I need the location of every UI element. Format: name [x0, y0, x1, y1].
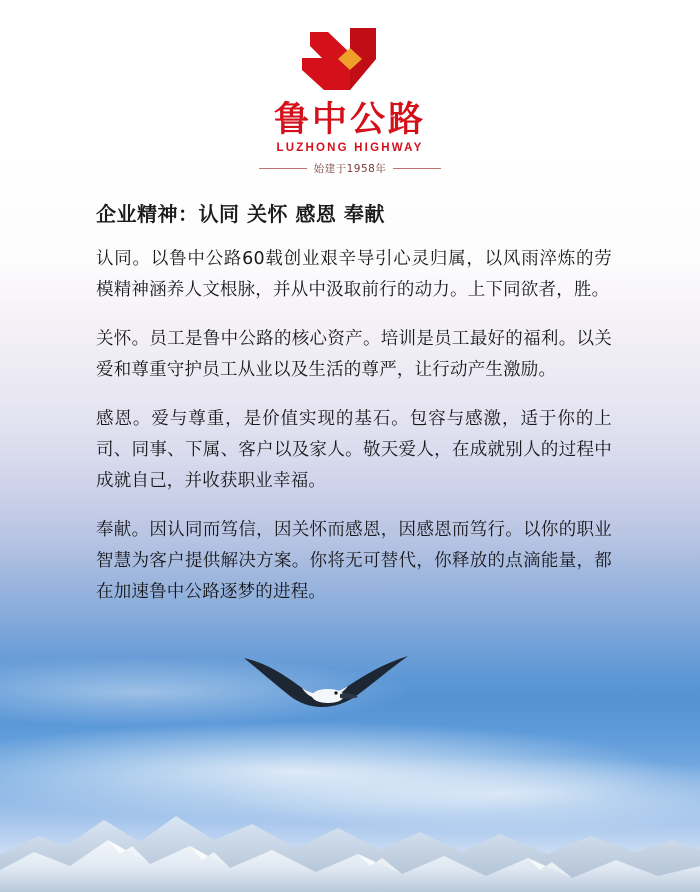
logo-brand-en: LUZHONG HIGHWAY: [276, 142, 424, 154]
snow-mountain-range: [0, 762, 700, 892]
logo-rule-left: [259, 168, 307, 169]
article: [96, 200, 612, 608]
logo-since-text: 始建于1958年: [313, 163, 387, 175]
paragraph-dedication: 奉献。因认同而笃信，因关怀而感恩，因感恩而笃行。以你的职业智慧为客户提供解决方案。你将无可替代，你释放的点滴能量，都在加速鲁中公路逐梦的进程。: [96, 520, 612, 602]
logo-block: [0, 24, 700, 176]
paragraph-care: 关怀。员工是鲁中公路的核心资产。培训是员工最好的福利。以关爱和尊重守护员工从业以及生活的尊严，让行动产生激励。: [96, 329, 612, 380]
paragraph-identity: 认同。以鲁中公路60载创业艰辛导引心灵归属，以风雨淬炼的劳模精神涵养人文根脉，并从中汲取前行的动力。上下同欲者，胜。: [96, 249, 612, 300]
logo-since-row: [0, 161, 700, 176]
paragraph-gratitude: 感恩。爱与尊重，是价值实现的基石。包容与感激，适于你的上司、同事、下属、客户以及家人。敬天爱人，在成就别人的过程中成就自己，并收获职业幸福。: [96, 409, 612, 491]
logo-brand-cn: 鲁中公路: [273, 100, 426, 140]
logo-rule-right: [393, 168, 441, 169]
flying-seagull-icon: [236, 650, 416, 730]
luzhong-highway-diamond-emblem-icon: [292, 24, 408, 94]
page-title: 企业精神：认同 关怀 感恩 奉献: [96, 202, 385, 226]
